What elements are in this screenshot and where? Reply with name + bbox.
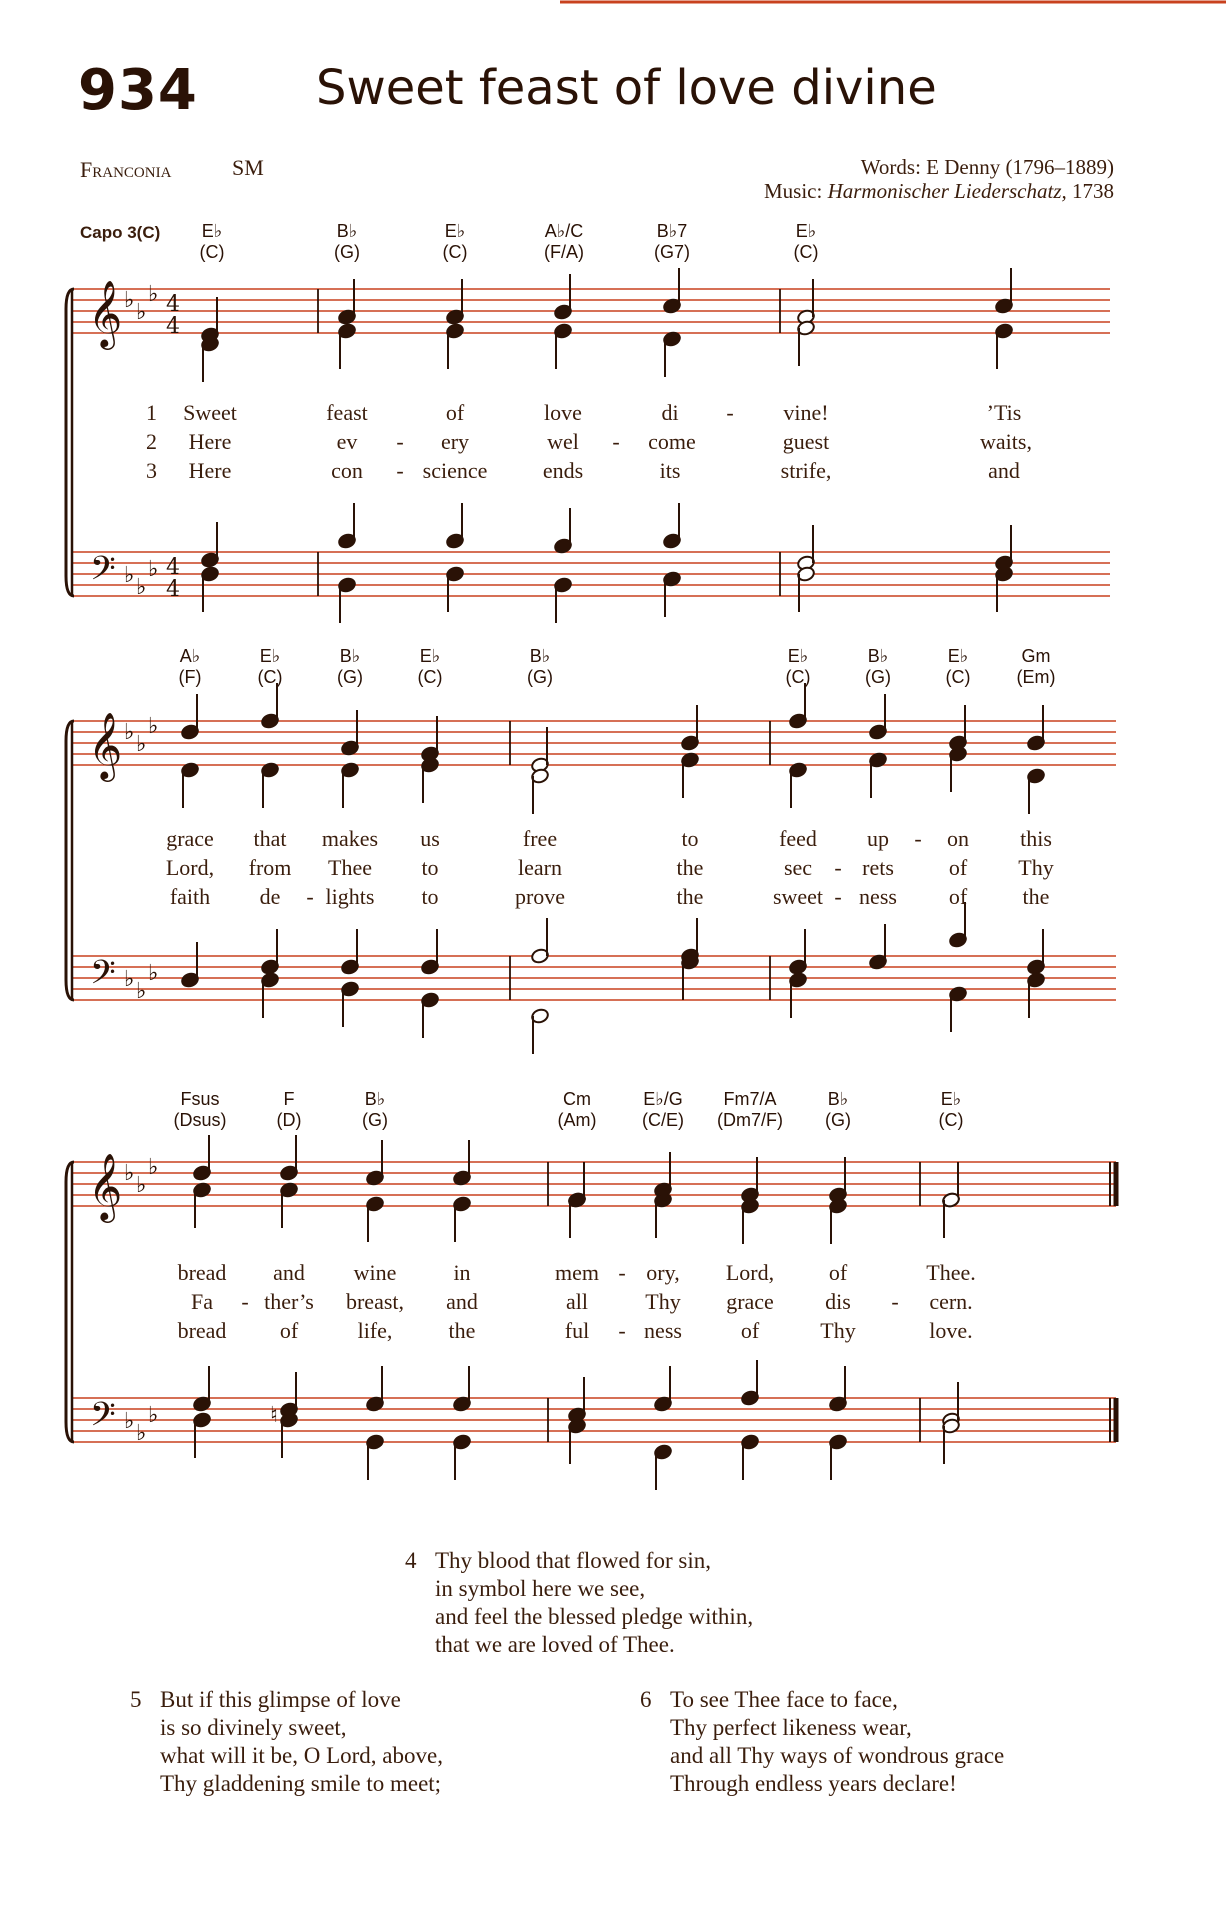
stanza-line: Thy gladdening smile to meet; xyxy=(160,1771,442,1796)
lyric-syllable: of xyxy=(948,884,968,909)
lyric-syllable: - xyxy=(618,1318,626,1343)
lyric-syllable: of xyxy=(279,1318,299,1343)
chord-symbol: A♭ (F) xyxy=(178,646,202,687)
lyric-syllable: - xyxy=(726,400,734,425)
bass-clef-icon: 𝄢 xyxy=(90,1396,116,1442)
flat-icon: ♭ xyxy=(148,961,159,986)
lyric-syllable: Here xyxy=(188,429,232,454)
lyric-syllable: the xyxy=(676,884,704,909)
lyric-syllable: prove xyxy=(514,884,566,909)
flat-icon: ♭ xyxy=(148,282,159,307)
lyric-syllable: up xyxy=(867,826,889,851)
chord-symbol: E♭ (C) xyxy=(442,221,468,262)
lyric-syllable: science xyxy=(422,458,488,483)
lyric-syllable: of xyxy=(740,1318,760,1343)
treble-clef-icon: 𝄞 xyxy=(88,711,123,779)
lyric-syllable: of xyxy=(948,855,968,880)
stanza-line: what will it be, O Lord, above, xyxy=(160,1743,443,1768)
lyric-syllable: ends xyxy=(542,458,584,483)
lyric-syllable: feed xyxy=(779,826,817,851)
stanza-line: is so divinely sweet, xyxy=(160,1715,347,1740)
flat-icon: ♭ xyxy=(136,979,147,1004)
words-credit: Words: E Denny (1796–1889) xyxy=(860,155,1114,179)
lyric-syllable: us xyxy=(420,826,440,851)
lyric-syllable: - xyxy=(396,429,404,454)
lyric-syllable: ery xyxy=(440,429,470,454)
lyric-syllable: breast, xyxy=(345,1289,405,1314)
lyric-syllable: to xyxy=(681,826,699,851)
flat-icon: ♭ xyxy=(124,1409,135,1434)
lyric-syllable: in xyxy=(453,1260,471,1285)
lyric-syllable: sec xyxy=(783,855,813,880)
treble-clef-icon: 𝄞 xyxy=(88,1152,123,1220)
hymn-title: Sweet feast of love divine xyxy=(316,60,937,116)
lyric-syllable: ness xyxy=(644,1318,682,1343)
chord-symbol: Cm (Am) xyxy=(557,1089,597,1130)
flat-icon: ♭ xyxy=(124,1161,135,1186)
lyric-syllable: the xyxy=(1022,884,1050,909)
bass-clef-icon: 𝄢 xyxy=(90,954,116,1000)
tune-name: Franconia xyxy=(80,157,172,182)
chord-symbol: E♭ (C) xyxy=(199,221,225,262)
lyric-syllable: its xyxy=(659,458,681,483)
treble-clef-icon: 𝄞 xyxy=(88,279,123,347)
chord-symbol: Gm (Em) xyxy=(1016,646,1056,687)
stanza-line: and feel the blessed pledge within, xyxy=(435,1604,754,1629)
natural-icon: ♮ xyxy=(270,1403,278,1428)
music-source: Harmonischer Liederschatz, xyxy=(827,179,1067,203)
lyric-syllable: come xyxy=(648,429,696,454)
stanza-number: 4 xyxy=(405,1548,417,1573)
meter: SM xyxy=(232,155,264,180)
capo-note: Capo 3(C) xyxy=(80,223,161,242)
stanza-number: 5 xyxy=(130,1687,142,1712)
lyric-syllable: guest xyxy=(782,429,830,454)
lyric-syllable: grace xyxy=(166,826,214,851)
music-year: 1738 xyxy=(1066,179,1114,203)
lyric-syllable: - xyxy=(306,884,314,909)
lyric-syllable: of xyxy=(828,1260,848,1285)
lyric-syllable: and xyxy=(988,458,1020,483)
lyric-syllable: ory, xyxy=(646,1260,680,1285)
time-signature: 4 xyxy=(166,292,180,317)
stanza-line: To see Thee face to face, xyxy=(670,1687,898,1712)
lyric-syllable: - xyxy=(891,1289,899,1314)
lyric-syllable: dis xyxy=(825,1289,851,1314)
chord-symbol: E♭ (C) xyxy=(793,221,819,262)
lyric-syllable: Lord, xyxy=(725,1260,775,1285)
lyric-syllable: ful xyxy=(564,1318,590,1343)
lyric-syllable: bread xyxy=(177,1318,227,1343)
flat-icon: ♭ xyxy=(148,1155,159,1180)
lyric-syllable: - xyxy=(618,1260,626,1285)
lyric-syllable: Thee xyxy=(328,855,372,880)
chord-symbol: B♭ (G) xyxy=(362,1089,388,1130)
flat-icon: ♭ xyxy=(148,714,159,739)
flat-icon: ♭ xyxy=(136,732,147,757)
lyric-syllable: bread xyxy=(177,1260,227,1285)
lyric-syllable: this xyxy=(1020,826,1052,851)
time-signature: 4 xyxy=(166,314,180,339)
lyric-syllable: and xyxy=(446,1289,478,1314)
chord-symbol: B♭7 (G7) xyxy=(654,221,690,262)
lyric-syllable: all xyxy=(566,1289,588,1314)
flat-icon: ♭ xyxy=(136,1173,147,1198)
lyric-syllable: of xyxy=(445,400,465,425)
flat-icon: ♭ xyxy=(136,1421,147,1446)
lyric-syllable: Thy xyxy=(820,1318,856,1343)
lyric-syllable: sweet xyxy=(772,884,824,909)
lyric-syllable: Thee. xyxy=(926,1260,976,1285)
lyric-syllable: - xyxy=(914,826,922,851)
stanza-6 xyxy=(640,1686,1005,1798)
lyric-syllable: - xyxy=(241,1289,249,1314)
lyric-syllable: Lord, xyxy=(165,855,215,880)
lyric-syllable: makes xyxy=(321,826,379,851)
flat-icon: ♭ xyxy=(136,575,147,600)
chord-symbol: Fsus (Dsus) xyxy=(173,1089,227,1130)
chord-symbol: F (D) xyxy=(276,1089,302,1130)
flat-icon: ♭ xyxy=(124,967,135,992)
lyric-syllable: cern. xyxy=(929,1289,973,1314)
chord-symbol: A♭/C (F/A) xyxy=(544,221,584,262)
chord-symbol: E♭ (C) xyxy=(257,646,283,687)
lyric-syllable: ’Tis xyxy=(986,400,1022,425)
flat-icon: ♭ xyxy=(124,288,135,313)
lyric-syllable: mem xyxy=(555,1260,599,1285)
lyric-syllable: life, xyxy=(357,1318,393,1343)
lyric-syllable: Thy xyxy=(1018,855,1054,880)
lyric-syllable: feast xyxy=(326,400,368,425)
lyric-syllable: waits, xyxy=(980,429,1032,454)
lyric-syllable: ev xyxy=(336,429,358,454)
chord-symbol: B♭ (G) xyxy=(527,646,553,687)
lyric-syllable: the xyxy=(448,1318,476,1343)
stanza-line: that we are loved of Thee. xyxy=(435,1632,675,1657)
lyric-syllable: - xyxy=(834,855,842,880)
stanza-line: Thy blood that flowed for sin, xyxy=(435,1548,711,1573)
lyric-syllable: and xyxy=(273,1260,305,1285)
lyric-syllable: that xyxy=(253,826,287,851)
lyric-syllable: from xyxy=(248,855,292,880)
lyric-syllable: - xyxy=(612,429,620,454)
chord-symbol: E♭ (C) xyxy=(945,646,971,687)
lyric-syllable: - xyxy=(834,884,842,909)
chord-symbol: E♭ (C) xyxy=(417,646,443,687)
flat-icon: ♭ xyxy=(124,563,135,588)
flat-icon: ♭ xyxy=(136,300,147,325)
lyric-syllable: rets xyxy=(862,855,894,880)
lyric-syllable: lights xyxy=(325,884,375,909)
chord-symbol: Fm7/A (Dm7/F) xyxy=(717,1089,783,1130)
lyric-syllable: di xyxy=(661,400,679,425)
verse-number: 2 xyxy=(146,429,157,454)
stanza-line: Through endless years declare! xyxy=(670,1771,957,1796)
verse-number: 3 xyxy=(146,458,157,483)
hymn-number: 934 xyxy=(78,58,198,123)
lyric-syllable: Thy xyxy=(645,1289,681,1314)
lyric-syllable: vine! xyxy=(783,400,829,425)
chord-symbol: B♭ (G) xyxy=(865,646,891,687)
lyric-syllable: love xyxy=(544,400,582,425)
chord-symbol: E♭ (C) xyxy=(785,646,811,687)
lyric-syllable: free xyxy=(522,826,558,851)
lyric-syllable: strife, xyxy=(780,458,832,483)
lyric-syllable: de xyxy=(259,884,281,909)
lyric-syllable: faith xyxy=(169,884,211,909)
lyric-syllable: - xyxy=(396,458,404,483)
lyric-syllable: on xyxy=(947,826,969,851)
lyric-syllable: ness xyxy=(859,884,897,909)
lyric-syllable: the xyxy=(676,855,704,880)
chord-symbol: B♭ (G) xyxy=(825,1089,851,1130)
lyric-syllable: learn xyxy=(518,855,562,880)
flat-icon: ♭ xyxy=(148,1403,159,1428)
lyric-syllable: ther’s xyxy=(264,1289,314,1314)
stanza-line: Thy perfect likeness wear, xyxy=(670,1715,912,1740)
time-signature: 4 xyxy=(166,577,180,602)
chord-symbol: B♭ (G) xyxy=(337,646,363,687)
time-signature: 4 xyxy=(166,555,180,580)
lyric-syllable: wine xyxy=(353,1260,397,1285)
lyric-syllable: wel xyxy=(547,429,579,454)
lyric-syllable: love. xyxy=(929,1318,973,1343)
verse-number: 1 xyxy=(146,400,157,425)
flat-icon: ♭ xyxy=(148,557,159,582)
bass-clef-icon: 𝄢 xyxy=(90,550,116,596)
lyric-syllable: Here xyxy=(188,458,232,483)
chord-symbol: B♭ (G) xyxy=(334,221,360,262)
lyric-syllable: Fa xyxy=(191,1289,213,1314)
lyric-syllable: to xyxy=(421,884,439,909)
stanza-line: in symbol here we see, xyxy=(435,1576,646,1601)
music-prefix: Music: xyxy=(764,179,828,203)
chord-symbol: E♭ (C) xyxy=(938,1089,964,1130)
lyric-syllable: con xyxy=(331,458,363,483)
stanza-number: 6 xyxy=(640,1687,652,1712)
stanza-5 xyxy=(130,1686,443,1798)
lyric-syllable: to xyxy=(421,855,439,880)
flat-icon: ♭ xyxy=(124,720,135,745)
stanza-line: and all Thy ways of wondrous grace xyxy=(670,1743,1005,1768)
chord-symbol: E♭/G (C/E) xyxy=(642,1089,684,1130)
stanza-line: But if this glimpse of love xyxy=(160,1687,401,1712)
lyric-syllable: grace xyxy=(726,1289,774,1314)
lyric-syllable: Sweet xyxy=(183,400,237,425)
stanza-4 xyxy=(405,1547,754,1659)
